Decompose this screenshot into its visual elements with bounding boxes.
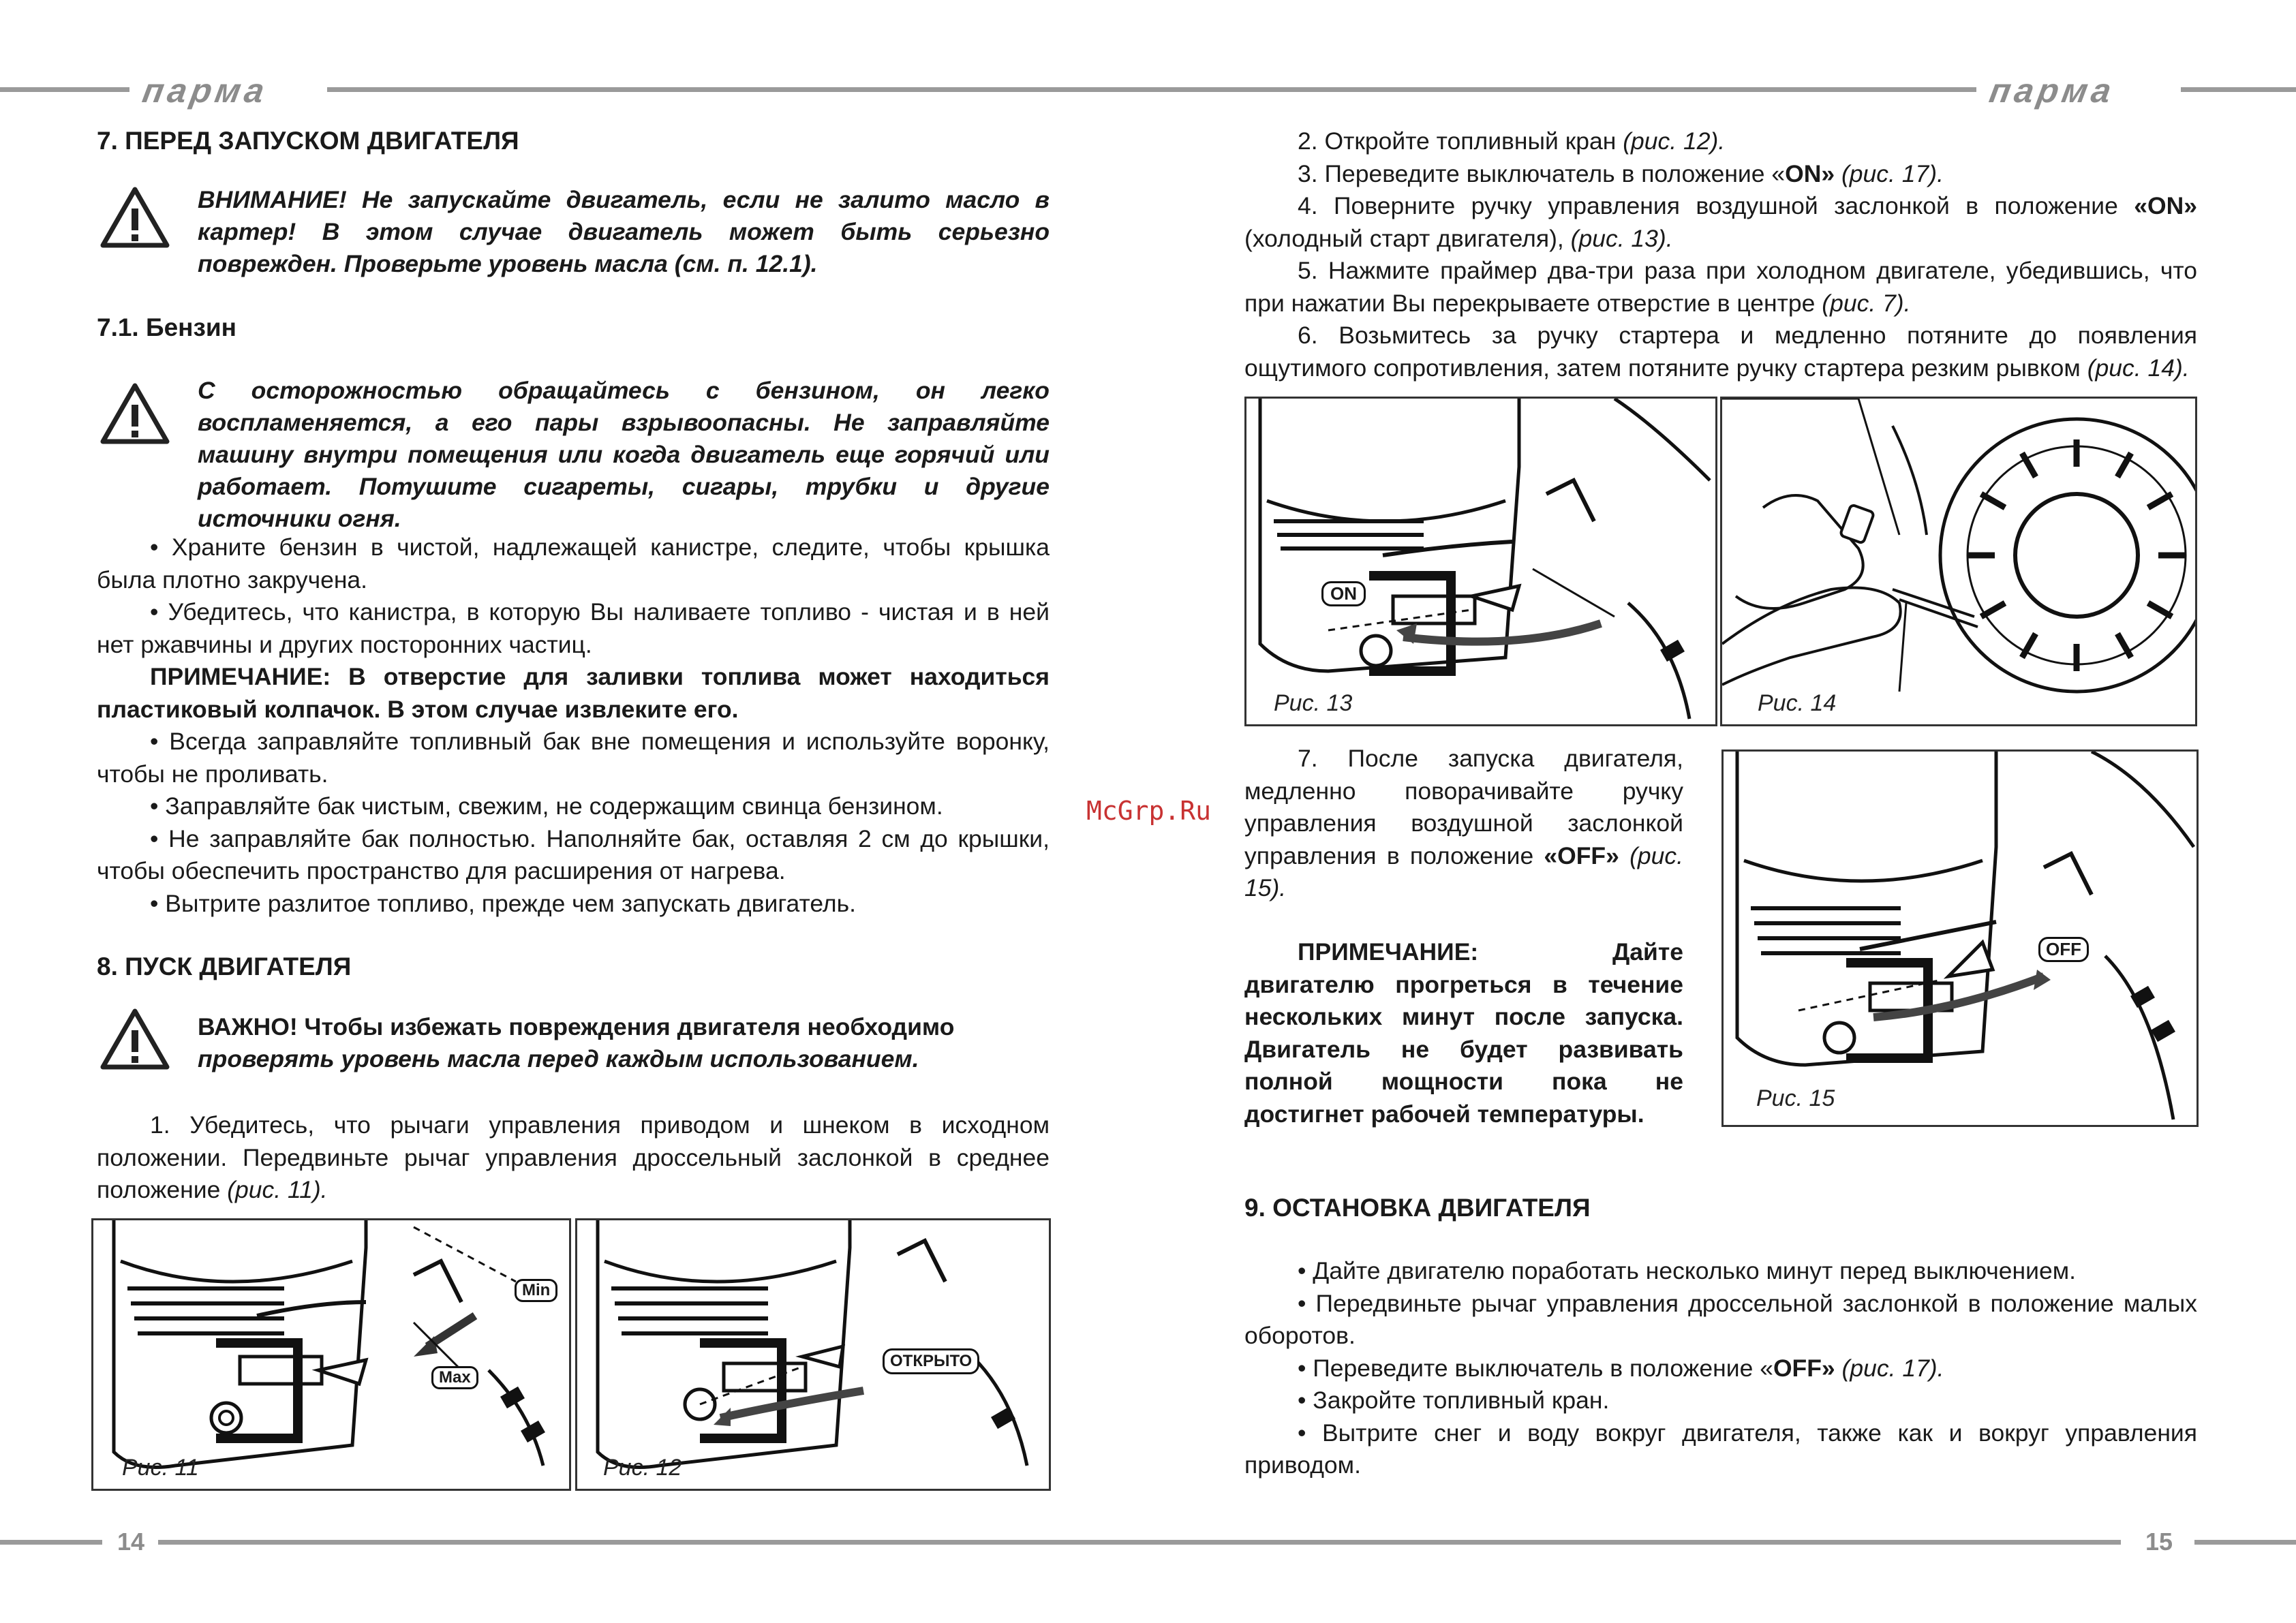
warmup-note [1244,936,1683,1130]
figure-15-caption: Рис. 15 [1756,1085,1835,1111]
step-3-on: ON» [1785,159,1835,187]
step-2-ref: (рис. 12). [1623,127,1726,155]
warmup-note-text: ПРИМЕЧАНИЕ: Дайте двигателю прогреться в течение нескольких минут после запуска. Двигатель не будет развивать полной мощности пока не достигнет рабочей температуры. [1244,938,1683,1128]
fuel-note: ПРИМЕЧАНИЕ: В отверстие для заливки топлива может находиться пластиковый колпачок. В этом случае извлеките его. [97,663,1050,723]
footer-rule-left [0,1540,102,1545]
figure-14-caption: Рис. 14 [1758,690,1837,716]
list-item: • Дайте двигателю поработать несколько минут перед выключением. [1298,1257,2076,1284]
watermark: McGrp.Ru [1086,796,1212,826]
warning-line-italic: проверять уровень масла перед каждым использованием. [198,1045,919,1072]
step-3-ref: (рис. 17). [1835,159,1944,187]
section-8-title: 8. ПУСК ДВИГАТЕЛЯ [97,953,352,980]
section-7-title: 7. ПЕРЕД ЗАПУСКОМ ДВИГАТЕЛЯ [97,127,519,155]
header-rule-right [2181,87,2296,92]
list-item: • Вытрите снег и воду вокруг двигателя, также как и вокруг управления приводом. [1244,1419,2197,1479]
list-item: • Закройте топливный кран. [1298,1387,1610,1414]
section-8-warning [198,1011,1050,1075]
figure-13 [1244,397,1717,726]
warning-icon [99,382,171,447]
step-7-ref: (рис. 15). [1244,841,1683,901]
warning-icon [99,185,171,251]
list-item: • Всегда заправляйте топливный бак вне помещения и используйте воронку, чтобы не проливать. [97,728,1050,788]
engine-fuel-tap-illustration [577,1220,1051,1491]
engine-throttle-illustration [93,1220,571,1491]
step-6-ref: (рис. 14). [2087,354,2190,382]
step-4-ref: (рис. 13). [1570,224,1673,252]
engine-choke-off-illustration [1724,752,2199,1127]
step-6-text: 6. Возьмитесь за ручку стартера и медленно потяните до появления ощутимого сопротивления, затем потяните ручку стартера резким рывком [1244,322,2197,382]
header-rule-left [0,87,129,92]
starter-pull-illustration [1722,399,2197,726]
step-7-text: 7. После запуска двигателя, медленно поворачивайте ручку управления воздушной заслонкой управления в положение [1244,745,1683,869]
section-9-title: 9. ОСТАНОВКА ДВИГАТЕЛЯ [1244,1194,1591,1222]
section-7-warning: ВНИМАНИЕ! Не запускайте двигатель, если не залито масло в картер! В этом случае двигатель может быть серьезно поврежден. Проверьте уровень масла (см. п. 12.1). [198,186,1050,277]
list-item: • Убедитесь, что канистра, в которую Вы наливаете топливо - чистая и в ней нет ржавчины и других посторонних частиц. [97,598,1050,658]
fuel-instructions [97,531,1050,920]
steps-2-6 [1244,125,2197,384]
footer-rule-center [158,1540,2121,1545]
brand-logo-left: парма [140,72,271,110]
step-7 [1244,743,1683,905]
header-rule-center [327,87,1976,92]
label-open: ОТКРЫТО [883,1348,979,1374]
stop-item-3-off: OFF» [1773,1354,1835,1382]
engine-choke-on-illustration [1246,399,1717,726]
step-5-text: 5. Нажмите праймер два-три раза при холодном двигателе, убедившись, что при нажатии Вы перекрываете отверстие в центре [1244,257,2197,317]
stop-item-3-text: • Переведите выключатель в положение « [1298,1354,1773,1382]
page-number-right: 15 [2145,1528,2173,1556]
step-2-text: 2. Откройте топливный кран [1298,127,1623,155]
label-max: Max [431,1366,478,1389]
figure-14 [1720,397,2197,726]
label-on: ON [1321,581,1366,606]
footer-rule-right [2194,1540,2296,1545]
list-item: • Храните бензин в чистой, надлежащей канистре, следите, чтобы крышка была плотно закручена. [97,534,1050,593]
figure-12 [575,1218,1051,1491]
list-item: • Не заправляйте бак полностью. Наполняйте бак, оставляя 2 см до крышки, чтобы обеспечить пространство для расширения от нагрева. [97,824,1050,884]
figure-15 [1721,749,2199,1127]
warning-line-bold: ВАЖНО! Чтобы избежать повреждения двигателя необходимо [198,1013,955,1040]
figure-11-caption: Рис. 11 [122,1455,199,1481]
step-5-ref: (рис. 7). [1822,289,1911,317]
stop-item-3-ref: (рис. 17). [1835,1354,1944,1382]
list-item: • Передвиньте рычаг управления дроссельной заслонкой в положение малых оборотов. [1244,1289,2197,1349]
stop-instructions [1244,1255,2197,1482]
figure-11 [91,1218,571,1491]
section-71-title: 7.1. Бензин [97,313,236,341]
list-item [1244,1352,2197,1385]
step-3-text: 3. Переведите выключатель в положение « [1298,159,1786,187]
warning-icon [99,1007,171,1072]
list-item: • Заправляйте бак чистым, свежим, не содержащим свинца бензином. [150,792,943,820]
step-4-text: 4. Поверните ручку управления воздушной заслонкой в положение [1298,192,2134,219]
step-4-text-2: (холодный старт двигателя), [1244,224,1571,252]
step-4-on: «ON» [2134,192,2197,219]
list-item: • Вытрите разлитое топливо, прежде чем запускать двигатель. [150,889,856,917]
step-1 [97,1109,1050,1207]
figure-13-caption: Рис. 13 [1274,690,1353,716]
step-1-text: 1. Убедитесь, что рычаги управления приводом и шнеком в исходном положении. Передвиньте рычаг управления дроссельный заслонкой в среднее положение [97,1111,1050,1203]
section-71-warning: С осторожностью обращайтесь с бензином, он легко воспламеняется, а его пары взрывоопасны. Не заправляйте машину внутри помещения или когда двигатель еще горячий или работает. Потушите сигареты, сигары, трубки и другие источники огня. [198,377,1050,532]
label-min: Min [515,1279,557,1302]
brand-logo-right: парма [1987,72,2118,110]
step-1-ref: (рис. 11). [227,1176,328,1203]
figure-12-caption: Рис. 12 [603,1455,682,1481]
label-off: OFF [2038,937,2089,962]
step-7-off: «OFF» [1544,841,1619,869]
page-number-left: 14 [117,1528,145,1556]
